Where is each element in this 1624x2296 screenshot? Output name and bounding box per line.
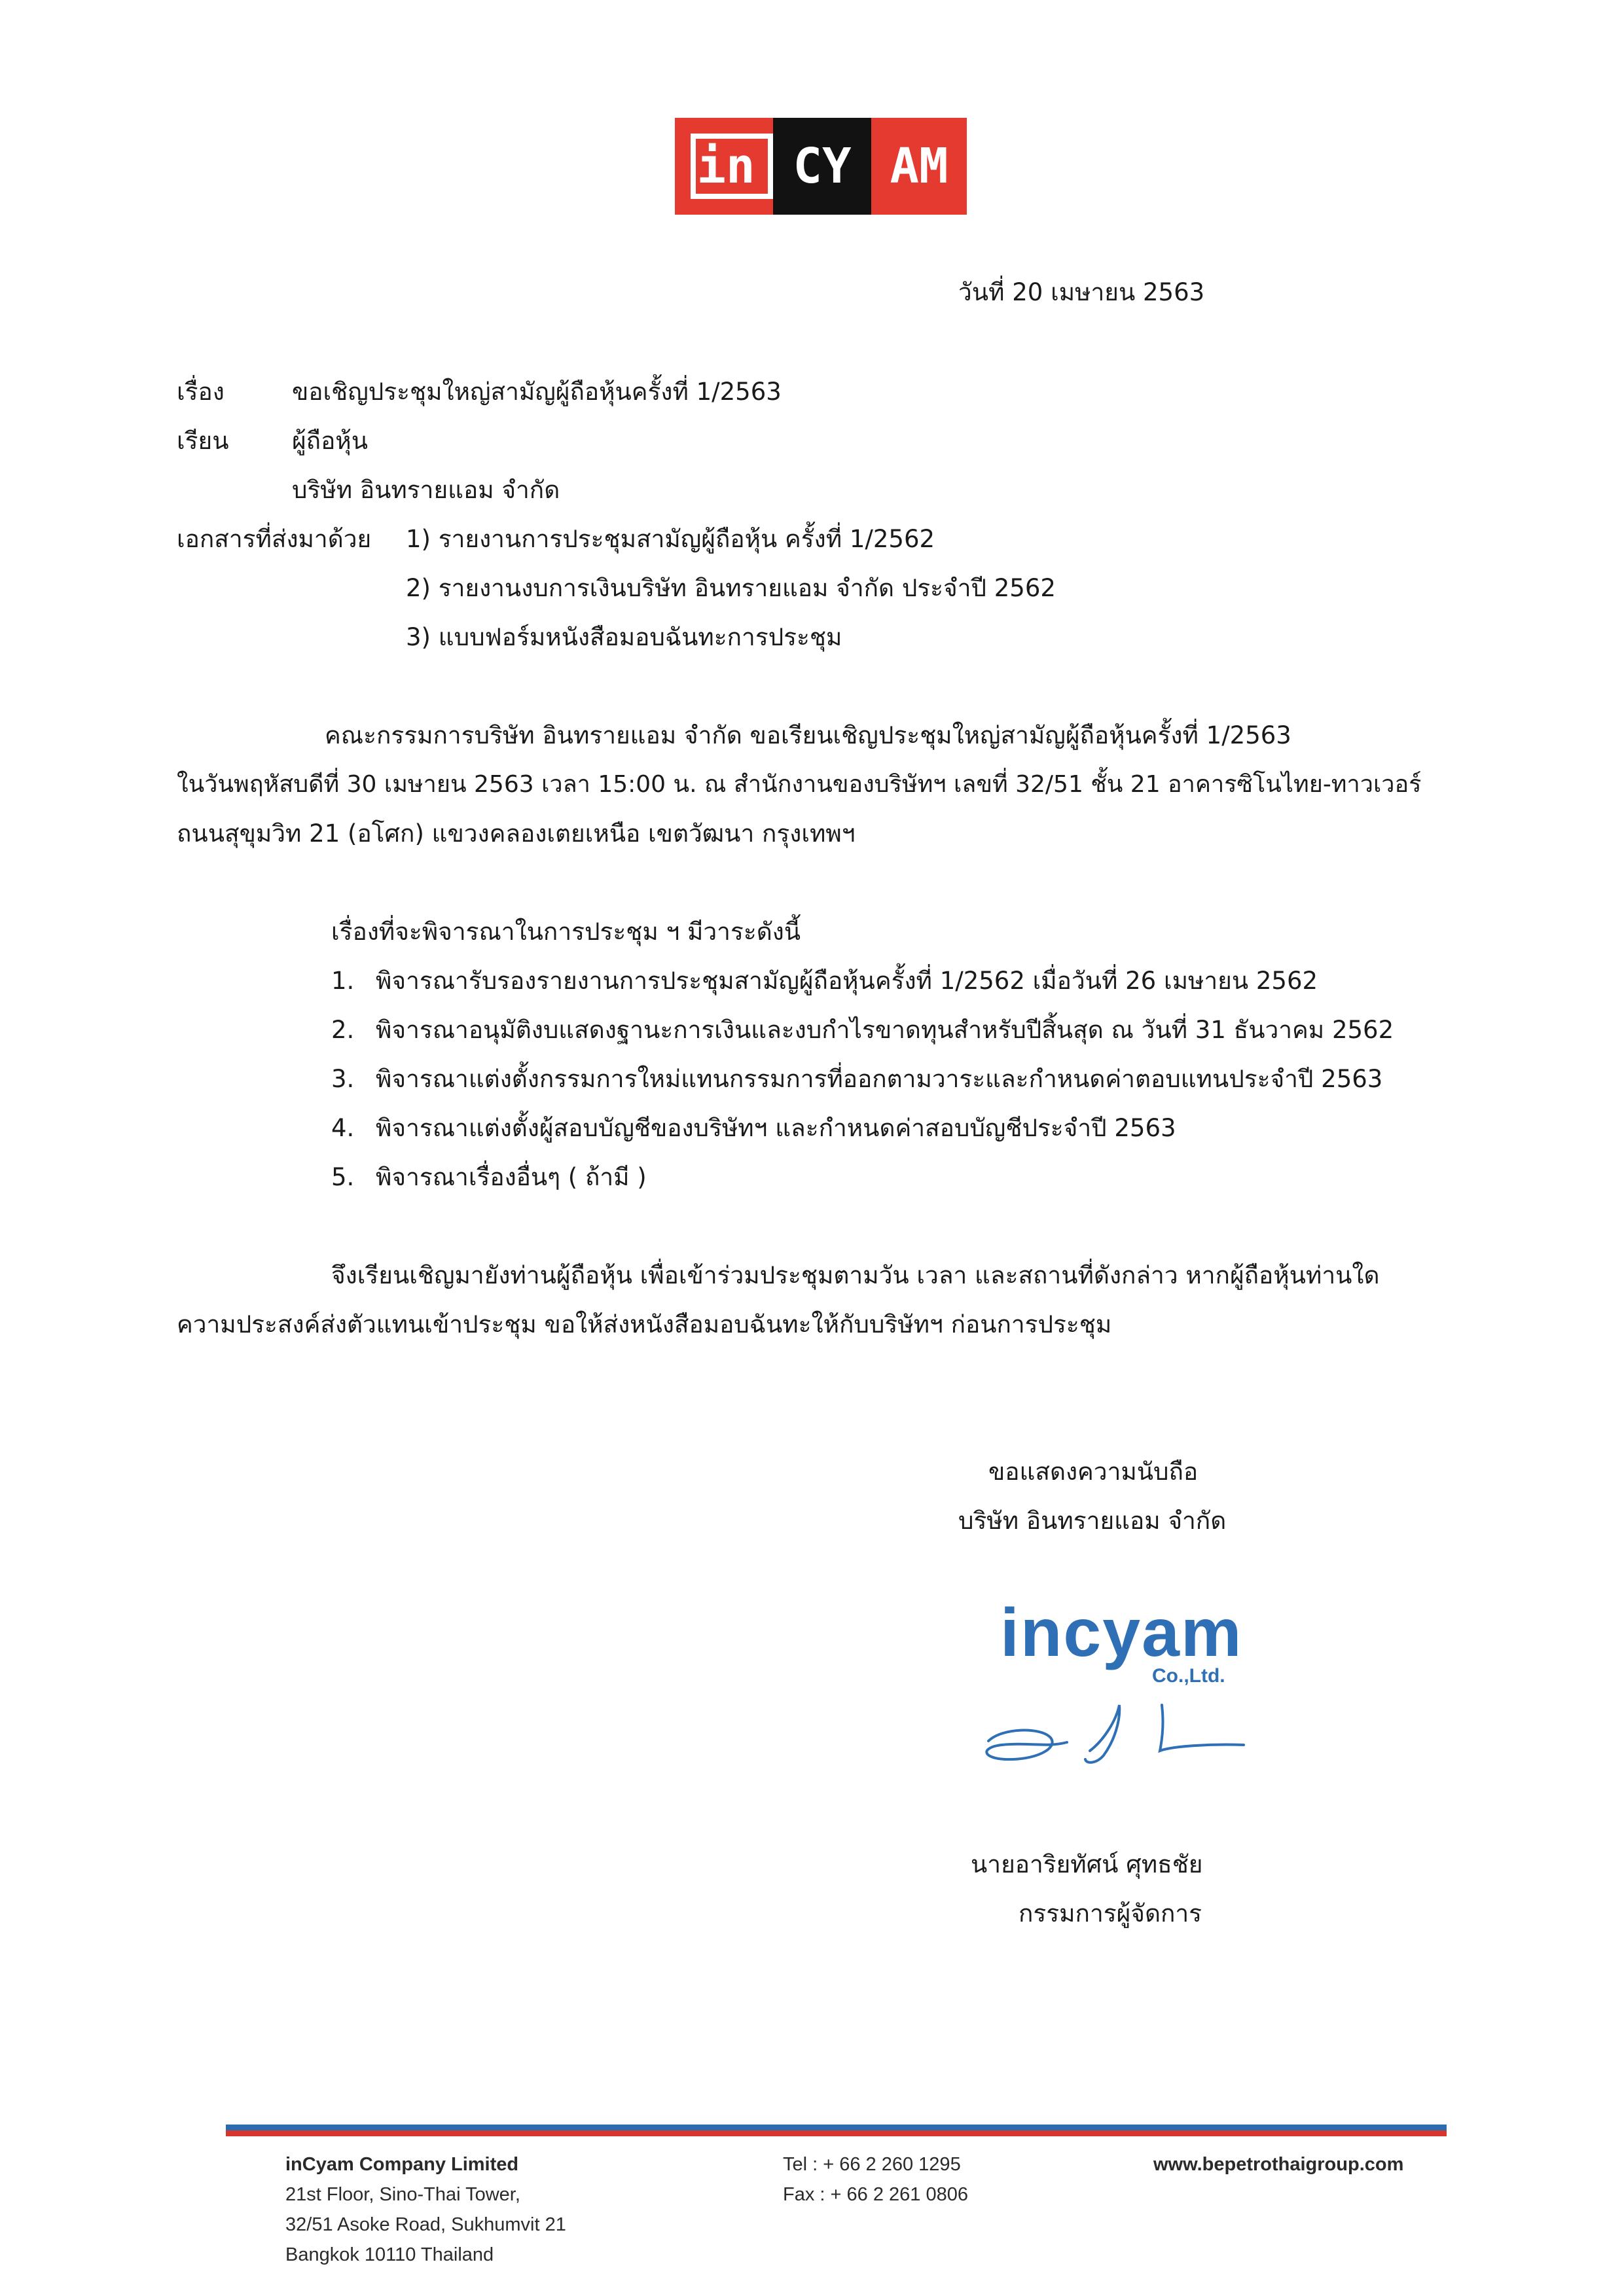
to-label: เรียน (177, 427, 229, 455)
closing-regards: ขอแสดงความนับถือ (988, 1458, 1199, 1486)
footer-address-line: 21st Floor, Sino-Thai Tower, (285, 2184, 520, 2205)
subject-text: ขอเชิญประชุมใหญ่สามัญผู้ถือหุ้นครั้งที่ 1/2563 (292, 378, 782, 406)
enclosure-item: 1) รายงานการประชุมสามัญผู้ถือหุ้น ครั้งที่ 1/2562 (406, 525, 935, 553)
footer-tel: Tel : + 66 2 260 1295 (783, 2154, 961, 2175)
to-line-1: ผู้ถือหุ้น (292, 427, 368, 455)
agenda-item: พิจารณาเรื่องอื่นๆ ( ถ้ามี ) (376, 1163, 647, 1191)
body-paragraph-line: ถนนสุขุมวิท 21 (อโศก) แขวงคลองเตยเหนือ เขตวัฒนา กรุงเทพฯ (177, 819, 856, 848)
enclosure-item: 2) รายงานงบการเงินบริษัท อินทรายแอม จำกัด ประจำปี 2562 (406, 574, 1056, 602)
agenda-number: 1. (331, 967, 355, 995)
signature-icon (975, 1702, 1250, 1774)
signer-name: นายอาริยทัศน์ ศุทธชัย (971, 1850, 1203, 1878)
logo-text-in: in (696, 138, 755, 194)
body-paragraph-line: ความประสงค์ส่งตัวแทนเข้าประชุม ขอให้ส่งหนังสือมอบฉันทะให้กับบริษัทฯ ก่อนการประชุม (177, 1310, 1112, 1338)
stamp-text: incyam (1000, 1595, 1243, 1671)
agenda-number: 2. (331, 1016, 355, 1044)
footer-company-name: inCyam Company Limited (285, 2154, 519, 2175)
enclosures-label: เอกสารที่ส่งมาด้วย (177, 525, 372, 553)
footer-divider-blue (226, 2125, 1447, 2130)
company-logo (675, 118, 967, 215)
logo-text-am: AM (890, 138, 948, 194)
agenda-number: 4. (331, 1114, 355, 1142)
to-line-2: บริษัท อินทรายแอม จำกัด (292, 476, 560, 504)
stamp-subtext: Co.,Ltd. (1152, 1665, 1225, 1687)
footer-address-line: 32/51 Asoke Road, Sukhumvit 21 (285, 2214, 566, 2235)
subject-label: เรื่อง (177, 378, 225, 406)
footer-fax: Fax : + 66 2 261 0806 (783, 2184, 968, 2205)
agenda-item: พิจารณาอนุมัติงบแสดงฐานะการเงินและงบกำไรขาดทุนสำหรับปีสิ้นสุด ณ วันที่ 31 ธันวาคม 2562 (376, 1016, 1394, 1044)
footer-divider-red (226, 2130, 1447, 2136)
enclosure-item: 3) แบบฟอร์มหนังสือมอบฉันทะการประชุม (406, 623, 842, 651)
closing-company: บริษัท อินทรายแอม จำกัด (958, 1507, 1227, 1535)
company-stamp (1000, 1595, 1243, 1687)
agenda-item: พิจารณารับรองรายงานการประชุมสามัญผู้ถือหุ้นครั้งที่ 1/2562 เมื่อวันที่ 26 เมษายน 2562 (376, 967, 1318, 995)
agenda-item: พิจารณาแต่งตั้งกรรมการใหม่แทนกรรมการที่ออกตามวาระและกำหนดค่าตอบแทนประจำปี 2563 (376, 1065, 1383, 1093)
agenda-number: 5. (331, 1163, 355, 1191)
body-paragraph-line: ในวันพฤหัสบดีที่ 30 เมษายน 2563 เวลา 15:00 น. ณ สำนักงานของบริษัทฯ เลขที่ 32/51 ชั้น 21 อาคารซิโนไทย-ทาวเวอร์ (177, 771, 1422, 798)
body-paragraph-line: จึงเรียนเชิญมายังท่านผู้ถือหุ้น เพื่อเข้าร่วมประชุมตามวัน เวลา และสถานที่ดังกล่าว หากผู้ถือหุ้นท่านใด (331, 1261, 1380, 1289)
letter-date: วันที่ 20 เมษายน 2563 (958, 278, 1205, 306)
footer-website[interactable]: www.bepetrothaigroup.com (1153, 2154, 1404, 2175)
signer-title: กรรมการผู้จัดการ (1019, 1899, 1202, 1928)
footer-address-line: Bangkok 10110 Thailand (285, 2244, 494, 2265)
agenda-intro: เรื่องที่จะพิจารณาในการประชุม ฯ มีวาระดังนี้ (331, 918, 801, 946)
agenda-number: 3. (331, 1065, 355, 1093)
logo-text-cy: CY (793, 138, 852, 194)
agenda-item: พิจารณาแต่งตั้งผู้สอบบัญชีของบริษัทฯ และกำหนดค่าสอบบัญชีประจำปี 2563 (376, 1114, 1176, 1142)
body-paragraph-line: คณะกรรมการบริษัท อินทรายแอม จำกัด ขอเรียนเชิญประชุมใหญ่สามัญผู้ถือหุ้นครั้งที่ 1/2563 (325, 721, 1291, 749)
